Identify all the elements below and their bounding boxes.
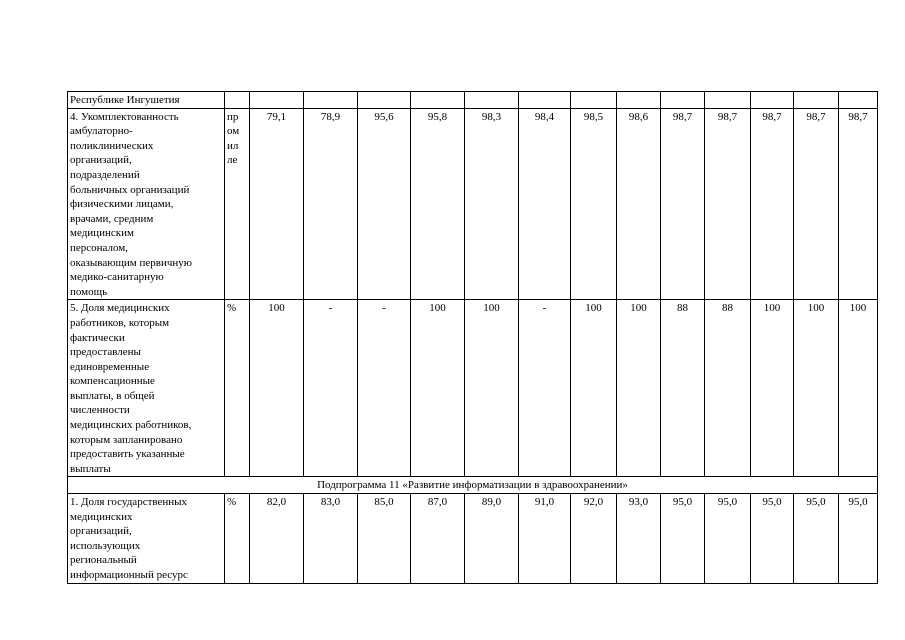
value-cell: 100 <box>617 300 661 477</box>
subprogram-row <box>68 477 878 494</box>
empty-cell <box>411 92 465 109</box>
unit-line: % <box>227 302 237 315</box>
empty-cell <box>839 92 878 109</box>
empty-cell <box>519 92 571 109</box>
value-cell: 100 <box>571 300 617 477</box>
value-cell: 100 <box>411 300 465 477</box>
value-cell: 89,0 <box>465 494 519 584</box>
value-cell: 95,0 <box>705 494 751 584</box>
unit-cell <box>225 300 250 477</box>
unit-line: пр <box>227 110 239 123</box>
value-cell: 100 <box>794 300 839 477</box>
value-cell: 78,9 <box>304 108 358 300</box>
value-cell: 83,0 <box>304 494 358 584</box>
value-cell: 91,0 <box>519 494 571 584</box>
unit-line: ом <box>227 125 240 138</box>
indicator-name-line: организаций, <box>70 154 132 167</box>
value-cell: 88 <box>705 300 751 477</box>
table-row <box>68 300 878 477</box>
indicator-name-line: медицинских работников, <box>70 419 192 432</box>
value-cell: - <box>519 300 571 477</box>
value-cell: 98,6 <box>617 108 661 300</box>
indicator-name-line: медико-санитарную <box>70 271 164 284</box>
unit-cell <box>225 494 250 584</box>
value-cell: 92,0 <box>571 494 617 584</box>
value-cell: 87,0 <box>411 494 465 584</box>
indicator-name-line: 1. Доля государственных <box>70 496 188 509</box>
value-cell: 95,0 <box>661 494 705 584</box>
value-cell: 98,7 <box>794 108 839 300</box>
indicator-name-line: амбулаторно- <box>70 125 133 138</box>
indicator-name-line: физическими лицами, <box>70 198 174 211</box>
subprogram-title: Подпрограмма 11 «Развитие информатизации в здравоохранении» <box>68 477 878 494</box>
value-cell: 95,0 <box>794 494 839 584</box>
indicator-name-line: фактически <box>70 331 125 344</box>
value-cell: 93,0 <box>617 494 661 584</box>
value-cell: 98,7 <box>661 108 705 300</box>
empty-cell <box>250 92 304 109</box>
empty-cell <box>661 92 705 109</box>
indicators-table <box>67 91 878 584</box>
indicator-name-line: организаций, <box>70 525 132 538</box>
indicator-name-line: подразделений <box>70 168 140 181</box>
value-cell: 79,1 <box>250 108 304 300</box>
row-name-cell: Республике Ингушетия <box>68 92 225 109</box>
value-cell: 98,5 <box>571 108 617 300</box>
value-cell: 100 <box>839 300 878 477</box>
indicator-name-line: выплаты <box>70 462 111 475</box>
value-cell: 98,7 <box>705 108 751 300</box>
value-cell: 100 <box>465 300 519 477</box>
indicator-name-line: предоставлены <box>70 346 141 359</box>
indicator-name-line: работников, которым <box>70 316 170 329</box>
table-row-top <box>68 92 878 109</box>
indicator-name-cell <box>68 108 225 300</box>
value-cell: 98,7 <box>751 108 794 300</box>
indicator-name-line: предоставить указанные <box>70 448 185 461</box>
empty-cell <box>751 92 794 109</box>
indicator-name-line: помощь <box>70 285 108 298</box>
empty-cell <box>358 92 411 109</box>
value-cell: 85,0 <box>358 494 411 584</box>
value-cell: 95,0 <box>839 494 878 584</box>
value-cell: 82,0 <box>250 494 304 584</box>
unit-cell <box>225 108 250 300</box>
empty-cell <box>465 92 519 109</box>
value-cell: 98,7 <box>839 108 878 300</box>
indicator-name-line: численности <box>70 404 130 417</box>
indicator-name-line: использующих <box>70 539 141 552</box>
indicator-name-line: информационный ресурс <box>70 569 188 581</box>
value-cell: - <box>358 300 411 477</box>
table-row <box>68 494 878 584</box>
indicator-name-line: компенсационные <box>70 375 155 388</box>
value-cell: 88 <box>661 300 705 477</box>
value-cell: 98,4 <box>519 108 571 300</box>
indicator-name-line: оказывающим первичную <box>70 256 192 269</box>
empty-cell <box>617 92 661 109</box>
unit-line: ле <box>227 154 238 167</box>
empty-cell <box>225 92 250 109</box>
unit-line: % <box>227 496 237 509</box>
indicator-name-line: больничных организаций <box>70 183 190 196</box>
table-row <box>68 108 878 300</box>
indicator-name-line: медицинским <box>70 227 134 240</box>
indicator-name-line: выплаты, в общей <box>70 389 155 402</box>
value-cell: - <box>304 300 358 477</box>
empty-cell <box>705 92 751 109</box>
value-cell: 95,0 <box>751 494 794 584</box>
value-cell: 95,8 <box>411 108 465 300</box>
empty-cell <box>304 92 358 109</box>
indicator-name-line: поликлинических <box>70 139 154 152</box>
value-cell: 100 <box>250 300 304 477</box>
indicator-name-line: которым запланировано <box>70 433 183 446</box>
indicator-name-cell <box>68 300 225 477</box>
value-cell: 95,6 <box>358 108 411 300</box>
indicator-name-line: 5. Доля медицинских <box>70 302 170 315</box>
empty-cell <box>794 92 839 109</box>
value-cell: 98,3 <box>465 108 519 300</box>
indicator-name-cell <box>68 494 225 584</box>
indicator-name-line: персоналом, <box>70 241 129 254</box>
indicator-name-line: медицинских <box>70 510 133 523</box>
unit-line: ил <box>227 139 239 152</box>
empty-cell <box>571 92 617 109</box>
indicator-name-line: единовременные <box>70 360 150 373</box>
value-cell: 100 <box>751 300 794 477</box>
indicator-name-line: региональный <box>70 554 137 567</box>
indicator-name-line: 4. Укомплектованность <box>70 110 179 123</box>
indicator-name-line: врачами, средним <box>70 212 154 225</box>
